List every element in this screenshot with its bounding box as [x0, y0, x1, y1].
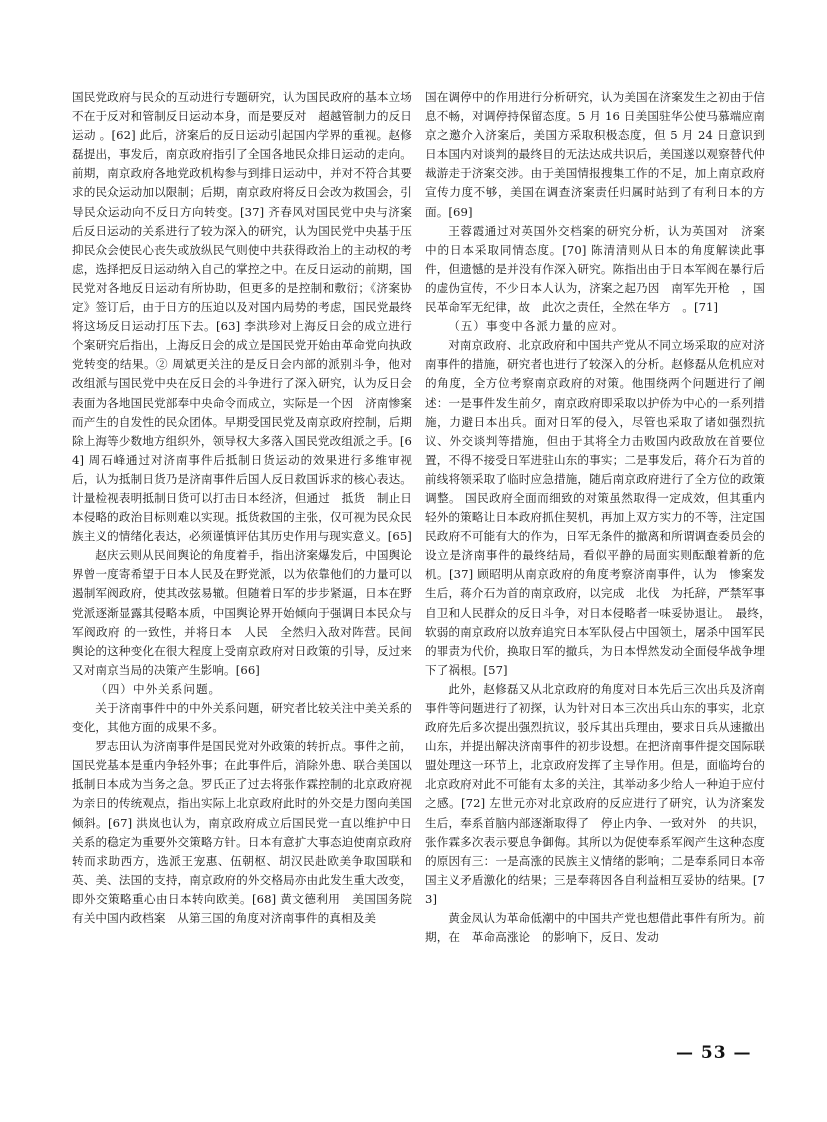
paragraph: 王蓉霞通过对英国外交档案的研究分析，认为英国对 济案 中的日本采取同情态度。[70] 陈清清则从日本的角度解读此事件，但遗憾的是并没有作深入研究。陈指出由于日本军阀在暴行后的虚伪宣传，不少日本人认为，济案之起乃因 南军先开枪 ，国民革命军无纪律，故 此次之责任，全然在华方 。[71]	[425, 223, 777, 315]
paragraph: 关于济南事件中的中外关系问题，研究者比较关注中美关系的变化，其他方面的成果不多。	[72, 701, 412, 735]
paragraph: 对南京政府、北京政府和中国共产党从不同立场采取的应对济南事件的措施，研究者也进行了较深入的分析。赵修磊从危机应对的角度，全方位考察南京政府的对策。他围绕两个问题进行了阐述：一是事件发生前夕，南京政府即采取以护侨为中心的一系列措施，力避日本出兵。面对日军的侵入，尽管也采取了诸如强烈抗议、外交谈判等措施，但由于其将全力击败国内政敌放在首要位置，不得不接受日军进驻山东的事实；二是事发后，蒋介石为首的前线将领采取了临时应急措施，随后南京政府进行了全方位的政策调整。 国民政府全面而细致的对策虽然取得一定成效，但其重内轻外的策略让日本政府抓住契机，再加上双方实力的不等，注定国民政府不可能有大的作为，日军无条件的撤离和所谓调查委员会的设立是济南事件的最终结局，看似平静的局面实则酝酿着新的危机。[37] 顾昭明从南京政府的角度考察济南事件，认为 惨案发生后，蒋介石为首的南京政府，以完成 北伐 为托辞，严禁军事自卫和人民群众的反日斗争，对日本侵略者一味妥协退让。 最终， 软弱的南京政府以放弃追究日本军队侵占中国领土，屠杀中国军民的罪责为代价，换取日军的撤兵，为日本悍然发动全面侵华战争埋下了祸根。[57]	[425, 338, 777, 677]
page-number: — 53 —	[676, 1043, 752, 1063]
paragraph: 此外，赵修磊又从北京政府的角度对日本先后三次出兵及济南事件等问题进行了初探，认为针对日本三次出兵山东的事实，北京政府先后多次提出强烈抗议，驳斥其出兵理由，要求日兵从速撤出山东，并提出解决济南事件的初步设想。在把济南事件提交国际联盟处理这一环节上，北京政府发挥了主导作用。但是，面临垮台的北京政府对此不可能有太多的关注，其举动多少给人一种迫于应付之感。[72] 左世元亦对北京政府的反应进行了研究，认为济案发生后，奉系首脑内部逐渐取得了 停止内争、一致对外 的共识，张作霖多次表示要息争御侮。其所以为促使奉系军阀产生这种态度的原因有三：一是高涨的民族主义情绪的影响；二是奉系同日本帝国主义矛盾激化的结果；三是奉蒋因各自利益相互妥协的结果。[73]	[425, 681, 765, 906]
paragraph: 黄金凤认为革命低潮中的中国共产党也想借此事件有所为。前期，在 革命高涨论 的影响下，反日、发动	[425, 911, 765, 945]
section-heading: （五）事变中各派力量的应对。	[448, 319, 625, 334]
paragraph: 罗志田认为济南事件是国民党对外政策的转折点。事件之前，国民党基本是重内争轻外事；在此事件后，消除外患、联合美国以抵制日本成为当务之急。罗氏正了过去将张作霖控制的北京政府视为亲日的传统观点，指出实际上北京政府此时的外交是力图向美国倾斜。[67] 洪岚也认为，南京政府成立后国民党一直以维护中日关系的稳定为重要外交策略方针。日本有意扩大事态迫使南京政府转而求助西方，选派王宠惠、伍朝枢、胡汉民赴欧美争取国联和英、美、法国的支持，南京政府的外交格局亦由此发生重大改变，即外交策略重心由日本转向欧美。[68] 黄文德利用 美国国务院有关中国内政档案 从第三国的角度对济南事件的真相及美	[72, 739, 412, 926]
section-heading: （四）中外关系问题。	[95, 681, 222, 696]
right-column	[425, 88, 777, 947]
left-column	[72, 88, 424, 928]
paragraph-continued: 国民党政府与民众的互动进行专题研究，认为国民政府的基本立场不在于反对和管制反日运动本身，而是要反对 超越管制力的反日运动 。[62] 此后，济案后的反日运动引起国内学界的重视。赵修磊提出，事发后，南京政府指引了全国各地民众排日运动的走向。前期，南京政府各地党政机构参与到排日运动中，并对不符合其要求的民众运动加以限制；后期，南京政府将反日会改为救国会，引导民众运动向不反日方向转变。[37] 齐春风对国民党中央与济案后反日运动的关系进行了较为深入的研究，认为国民党中央基于压抑民众会使民心丧失或放纵民气则使中共获得政治上的主动权的考虑，选择把反日运动纳入自己的掌控之中。在反日运动的前期，国民党对各地反日运动有所协助，但更多的是控制和敷衍；《济案协定》签订后，由于日方的压迫以及对国内局势的考虑，国民党最终将这场反日运动打压下去。[63] 李洪珍对上海反日会的成立进行个案研究后指出，上海反日会的成立是国民党开始由革命党向执政党转变的结果。② 周斌更关注的是反日会内部的派别斗争，他对改组派与国民党中央在反日会的斗争进行了深入研究，认为反日会表面为各地国民党部奉中央命令而成立，实际是一个因 济南惨案 而产生的自发性的民众团体。早期受国民党及南京政府控制，后期除上海等少数地方组织外，领导权大多落入国民党改组派之手。[64] 周石峰通过对济南事件后抵制日货运动的效果进行多维审视后，认为抵制日货乃是济南事件后国人反日救国诉求的核心表达。计量检视表明抵制日货可以打击日本经济，但通过 抵货 制止日本侵略的政治目标则难以实现。抵货救国的主张，仅可视为民众民族主义的情绪化表达，必须谨慎评估其历史作用与现实意义。[65]	[72, 90, 424, 544]
paragraph-continued: 国在调停中的作用进行分析研究，认为美国在济案发生之初由于信息不畅，对调停持保留态度。5 月 16 日美国驻华公使马慕端应南京之邀介入济案后，美国方采取积极态度，但 5 月 24 日意识到日本国内对谈判的最终目的无法达成共识后，美国遂以观察替代仲裁游走于济案交涉。由于美国情报搜集工作的不足，加上南京政府宣传力度不够，美国在调查济案责任归属时站到了有利日本的方面。[69]	[425, 90, 765, 219]
paragraph: 赵庆云则从民间舆论的角度着手，指出济案爆发后，中国舆论界曾一度寄希望于日本人民及在野党派，以为依靠他们的力量可以遏制军阀政府，使其改弦易辙。但随着日军的步步紧逼，日本在野党派逐渐显露其侵略本质，中国舆论界开始倾向于强调日本民众与军阀政府 的一致性，并将日本 人民 全然归入敌对阵营。民间舆论的这种变化在很大程度上受南京政府对日政策的引导，反过来又对南京当局的决策产生影响。[66]	[72, 548, 412, 677]
